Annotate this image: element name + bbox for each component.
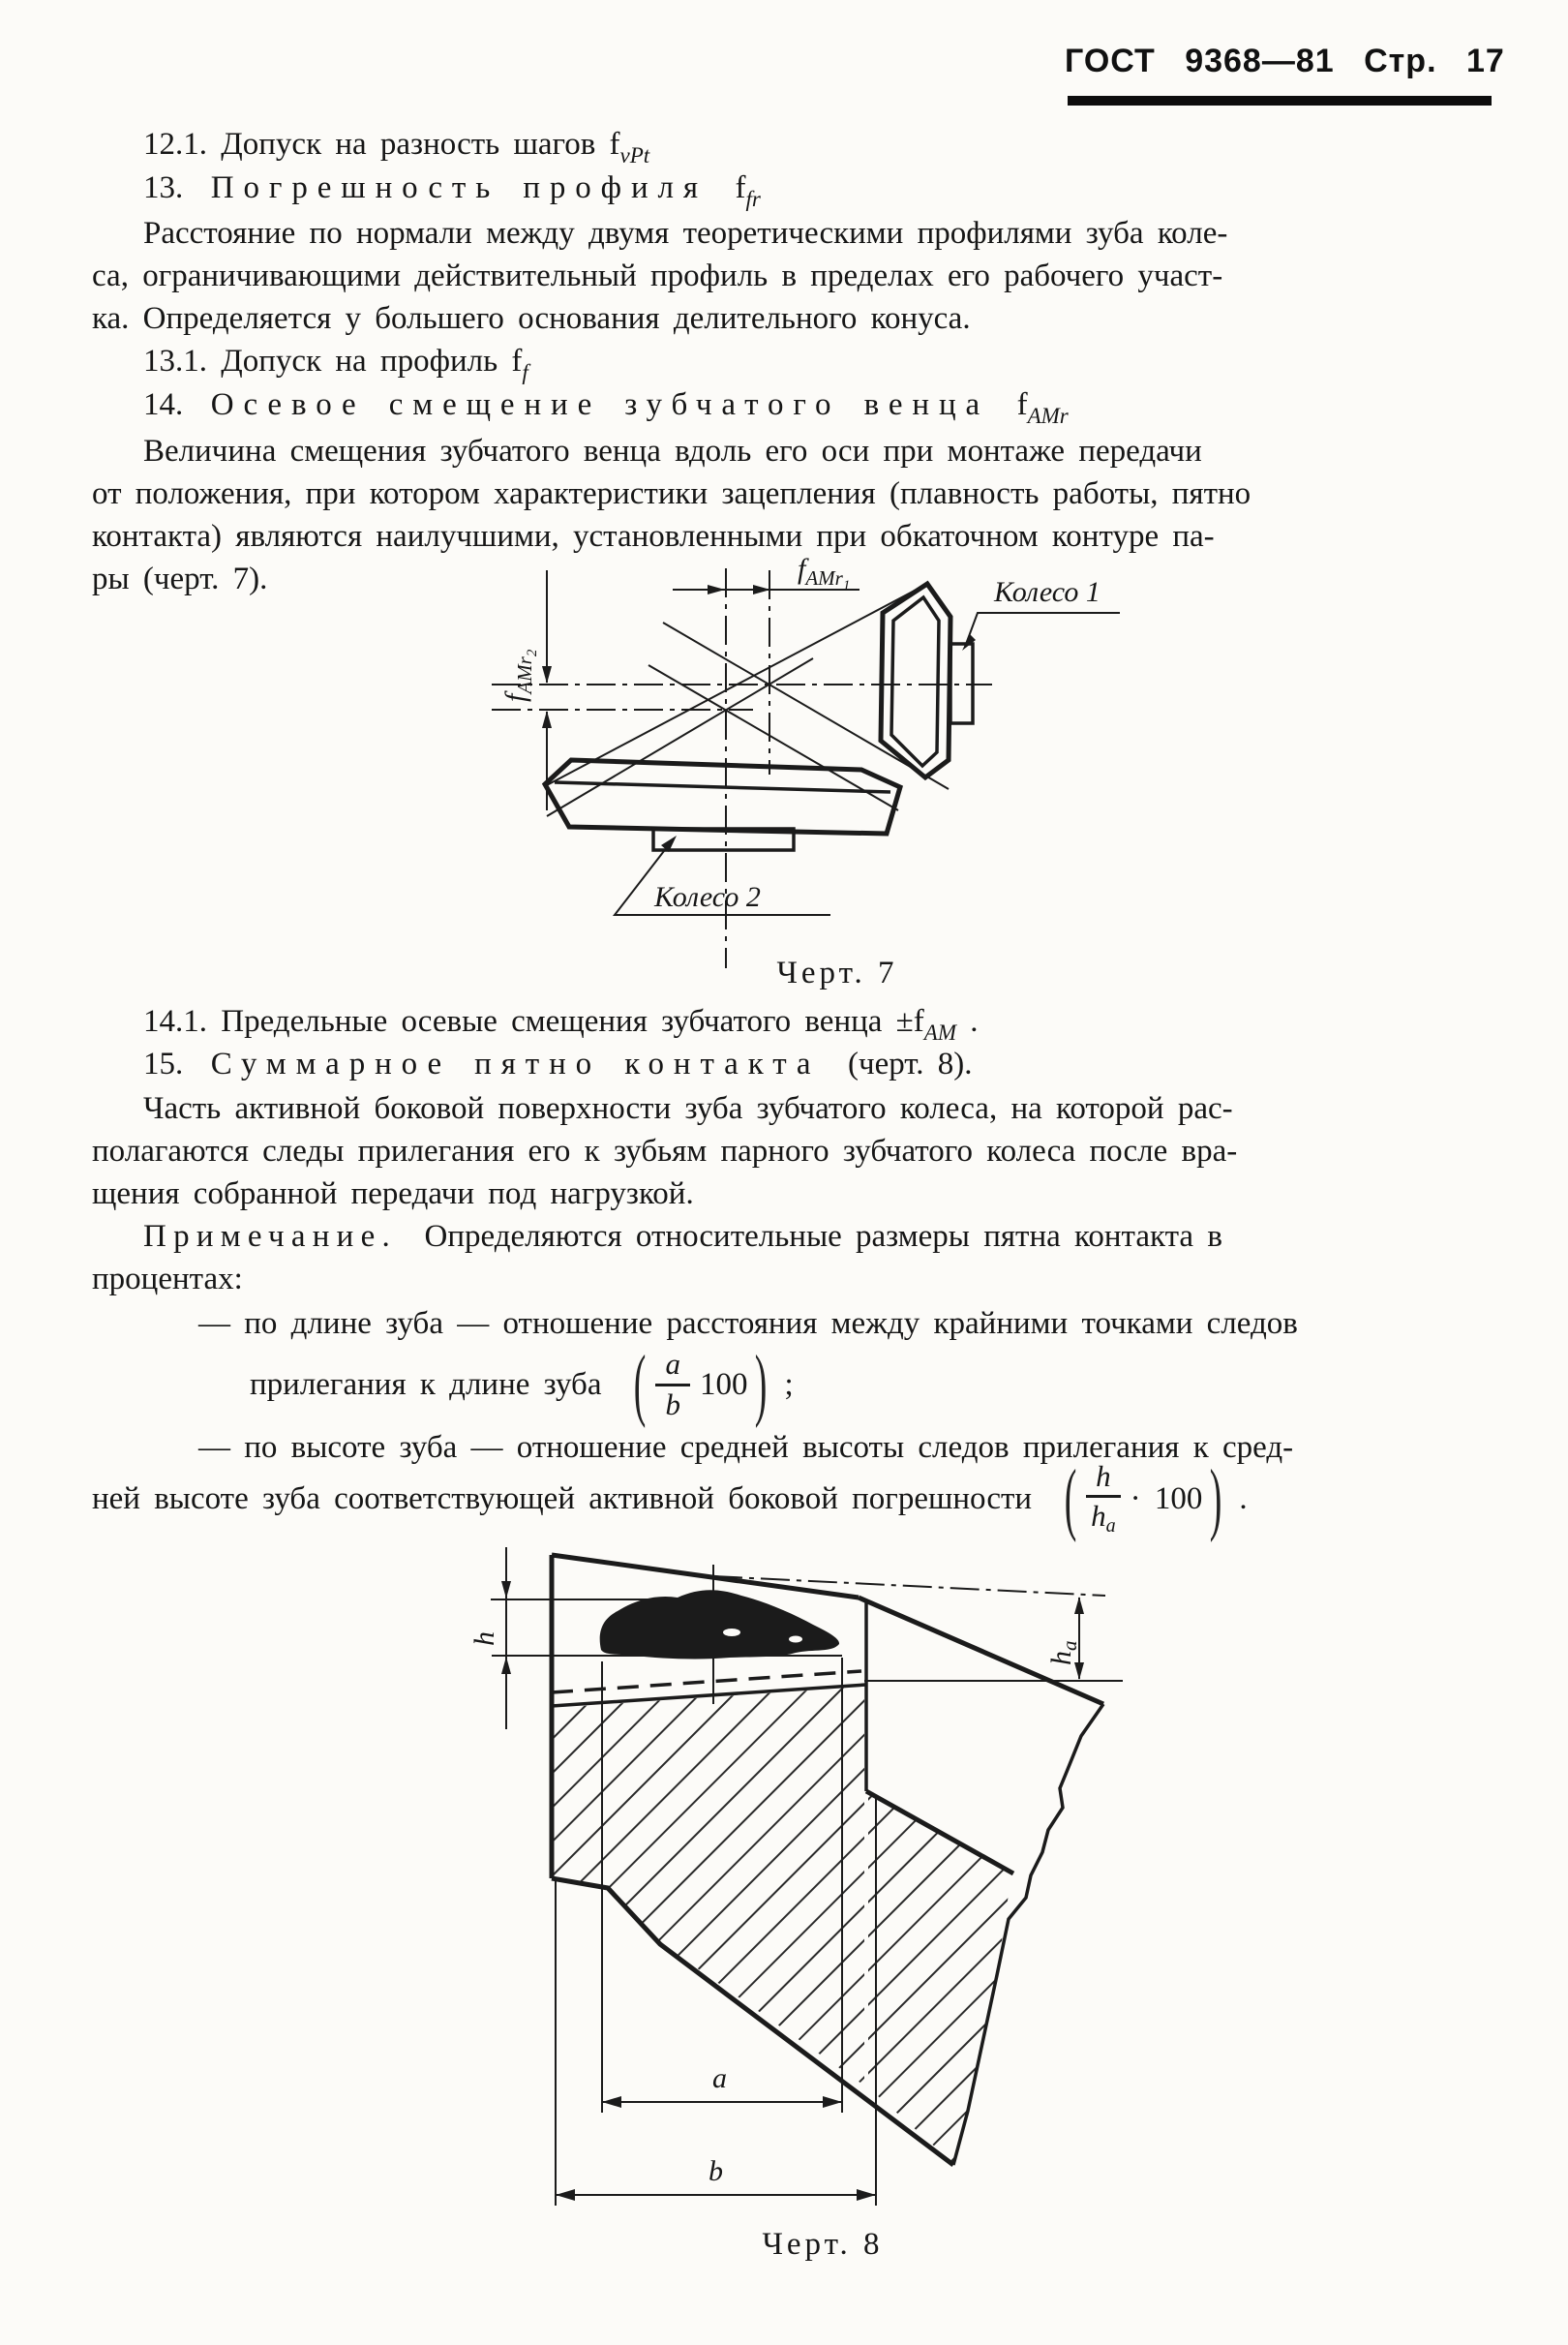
wheel1-leader bbox=[965, 613, 1120, 647]
bullet1-formula-row: прилегания к длине зуба ( $\frac{a}{b}$ 100 ) ; bbox=[250, 1339, 794, 1430]
para-13-1: 13.1. Допуск на профиль $f_f$ bbox=[143, 344, 528, 384]
patch-fleck bbox=[789, 1636, 802, 1643]
b-label: b bbox=[709, 2155, 723, 2187]
para-14-line4: ры (черт. 7). bbox=[92, 562, 268, 596]
ha-arrow bbox=[1074, 1597, 1084, 1614]
para-13-line2: са, ограничивающими действительный профиль в пределах его рабочего участ- bbox=[92, 259, 1223, 293]
para-15-line3: щения собранной передачи под нагрузкой. bbox=[92, 1176, 694, 1211]
bullet1-line1: — по длине зуба — отношение расстояния между крайними точками следов bbox=[198, 1306, 1298, 1341]
famr2-label: $f_{AMr}2$ bbox=[499, 649, 540, 702]
figure-8-caption: Черт. 8 bbox=[762, 2227, 884, 2262]
wheel2-label: Колесо 2 bbox=[654, 881, 761, 913]
close-paren: ) bbox=[755, 1339, 768, 1430]
para-15-line2: полагаются следы прилегания его к зубьям парного зубчатого колеса после вра- bbox=[92, 1134, 1238, 1169]
b-arrow bbox=[857, 2189, 876, 2201]
para-14-1: 14.1. Предельные осевые смещения зубчатого венца $\pm f_{AM}$ . bbox=[143, 1004, 979, 1045]
subscript: f bbox=[522, 360, 528, 384]
figure-8-drawing bbox=[358, 1539, 1142, 2217]
note-line1: Примечание. Определяются относительные размеры пятна контакта в bbox=[143, 1219, 1222, 1254]
wheel2-rim-face bbox=[555, 782, 890, 792]
para-13-line3: ка. Определяется у большего основания делительного конуса. bbox=[92, 301, 971, 336]
header-rule bbox=[1068, 96, 1492, 106]
para-15-line1: Часть активной боковой поверхности зуба зубчатого колеса, на которой рас- bbox=[143, 1091, 1233, 1126]
figure-7-drawing bbox=[465, 557, 1220, 983]
h-label: h bbox=[468, 1631, 500, 1646]
subscript: AM bbox=[923, 1020, 956, 1045]
subscript: fr bbox=[745, 187, 761, 211]
bullet2-line1: — по высоте зуба — отношение средней высоты следов прилегания к сред- bbox=[198, 1430, 1294, 1465]
b-arrow bbox=[556, 2189, 575, 2201]
subscript: vPt bbox=[619, 143, 650, 168]
para-14-line1: Величина смещения зубчатого венца вдоль его оси при монтаже передачи bbox=[143, 434, 1202, 469]
ha-label: $h_a$ bbox=[1045, 1640, 1081, 1665]
a-label: a bbox=[712, 2062, 727, 2094]
h-arrow bbox=[501, 1581, 511, 1599]
h-arrow bbox=[501, 1657, 511, 1674]
tooth-section-hatch-right bbox=[868, 1793, 1011, 2163]
para-14-line2: от положения, при котором характеристики зацепления (плавность работы, пятно bbox=[92, 476, 1251, 511]
famr1-label: $f_{AMr}1$ bbox=[798, 557, 851, 594]
figure-7-caption: Черт. 7 bbox=[776, 956, 898, 990]
a-arrow bbox=[823, 2096, 842, 2108]
para-12-1: 12.1. Допуск на разность шагов $f_{vPt}$ bbox=[143, 127, 650, 168]
note-line2: процентах: bbox=[92, 1262, 243, 1296]
subscript: AMr bbox=[1027, 404, 1069, 428]
open-paren: ( bbox=[634, 1339, 647, 1430]
para-13-line1: Расстояние по нормали между двумя теоретическими профилями зуба коле- bbox=[143, 216, 1228, 251]
famr2-arrow bbox=[542, 666, 552, 684]
wheel1-label: Колесо 1 bbox=[994, 576, 1101, 608]
para-13-heading: 13. Погрешность профиля $f_{fr}$ bbox=[143, 170, 761, 211]
fraction-h-ha: $\frac{h}{ha}$ bbox=[1086, 1461, 1121, 1538]
famr1-arrow bbox=[708, 585, 725, 594]
a-arrow bbox=[602, 2096, 621, 2108]
para-14-heading: 14. Осевое смещение зубчатого венца $f_{AMr}$ bbox=[143, 387, 1069, 428]
para-14-line3: контакта) являются наилучшими, установленными при обкаточном контуре па- bbox=[92, 519, 1215, 554]
open-paren: ( bbox=[1064, 1453, 1077, 1544]
famr2-arrow bbox=[542, 711, 552, 728]
bullet2-formula-row: ней высоте зуба соответствующей активной боковой погрешности ( $\frac{h}{ha}$ · 100 ) . bbox=[92, 1453, 1248, 1544]
close-paren: ) bbox=[1210, 1453, 1222, 1544]
patch-fleck bbox=[723, 1629, 740, 1636]
fraction-a-b: $\frac{a}{b}$ bbox=[655, 1349, 690, 1420]
wheel2-rim-outline bbox=[545, 760, 900, 834]
wheel1-rim-face bbox=[891, 597, 939, 766]
famr1-arrow bbox=[753, 585, 770, 594]
para-15-heading: 15. Суммарное пятно контакта (черт. 8). bbox=[143, 1047, 973, 1081]
page-header: ГОСТ 9368—81 Стр. 17 bbox=[1065, 43, 1505, 79]
